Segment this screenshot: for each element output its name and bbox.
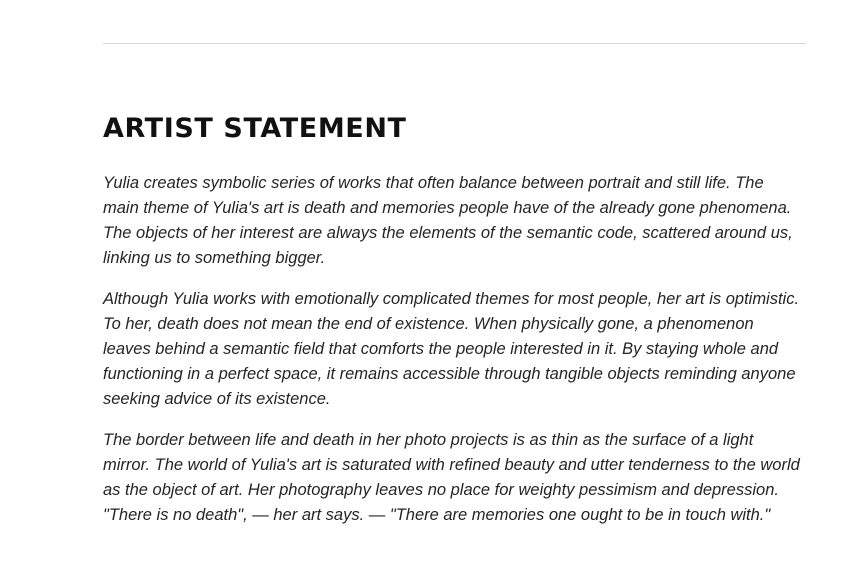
page-title: ARTIST STATEMENT xyxy=(103,113,407,144)
statement-body xyxy=(103,171,806,528)
statement-paragraph-3: The border between life and death in her photo projects is as thin as the surface of a light mirror. The world of Yulia's art is saturated with refined beauty and utter tenderness to the world as the object of art. Her photography leaves no place for weighty pessimism and depression. "There is no death", — her art says. — "There are memories one ought to be in touch with." xyxy=(103,430,800,524)
section-divider xyxy=(103,43,806,44)
statement-paragraph-2: Although Yulia works with emotionally complicated themes for most people, her art is optimistic. To her, death does not mean the end of existence. When physically gone, a phenomenon leaves behind a semantic field that comforts the people interested in it. By staying whole and functioning in a perfect space, it remains accessible through tangible objects reminding anyone seeking advice of its existence. xyxy=(103,289,800,408)
content-column xyxy=(103,0,806,528)
statement-paragraph-1: Yulia creates symbolic series of works that often balance between portrait and still life. The main theme of Yulia's art is death and memories people have of the already gone phenomena. The objects of her interest are always the elements of the semantic code, scattered around us, linking us to something bigger. xyxy=(103,173,793,267)
